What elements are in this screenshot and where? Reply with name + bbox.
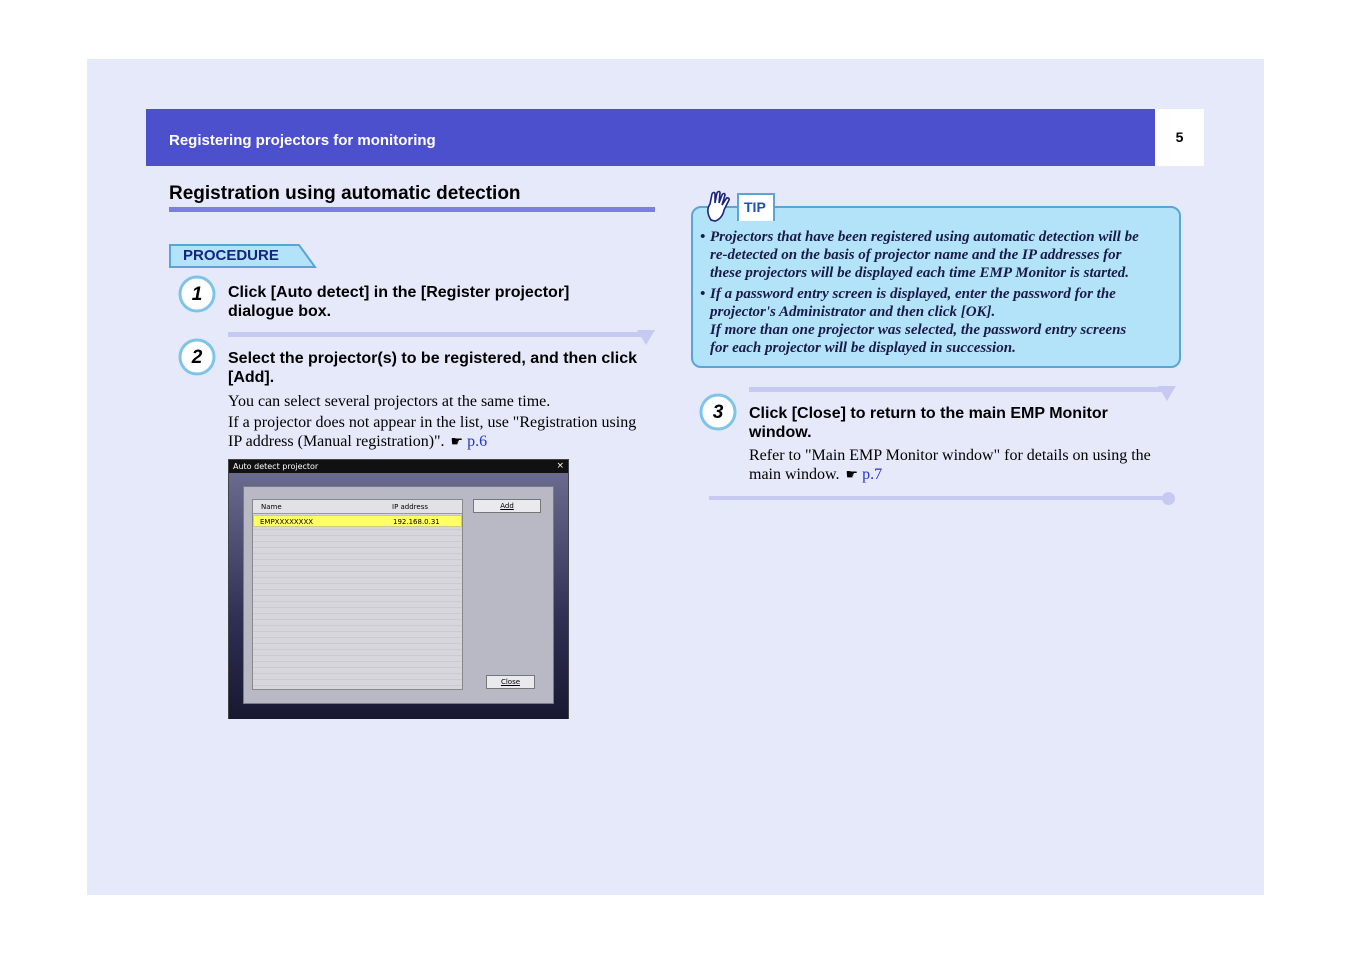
step-1-title-line2: dialogue box. <box>228 303 332 320</box>
row-name: EMPXXXXXXXX <box>260 518 314 526</box>
step-1-circle <box>178 275 216 313</box>
tip-hand-icon <box>703 190 735 224</box>
tip-item-1-line3: these projectors will be displayed each time EMP Monitor is started. <box>710 265 1130 281</box>
step-3-circle <box>699 393 737 431</box>
tip-item-2-line4: for each projector will be displayed in succession. <box>710 340 1016 356</box>
tip-item-2-line3: If more than one projector was selected, the password entry screens <box>710 322 1127 338</box>
close-button[interactable]: Close <box>486 675 535 689</box>
column-name[interactable]: Name <box>261 503 282 511</box>
section-title: Registration using automatic detection <box>169 183 521 204</box>
step-3-page-link[interactable]: p.7 <box>862 466 883 483</box>
list-header <box>253 500 462 514</box>
tip-item-1 <box>700 228 1139 282</box>
header-title: Registering projectors for monitoring <box>169 132 436 149</box>
end-divider <box>709 496 1169 500</box>
end-divider-dot <box>1161 491 1176 506</box>
list-row[interactable] <box>253 515 462 527</box>
tip-bullet-2: • <box>700 286 706 302</box>
tip-item-1-line2: re-detected on the basis of projector name and the IP addresses for <box>710 247 1122 263</box>
step-3-body <box>749 446 1151 485</box>
step-2-body-line3: IP address (Manual registration)". <box>228 433 445 450</box>
step-1-number: 1 <box>191 284 203 305</box>
tip-item-2 <box>700 285 1127 357</box>
projector-list[interactable] <box>252 499 463 690</box>
step-2-body-line2: If a projector does not appear in the list, use "Registration using <box>228 414 637 431</box>
tip-bullet-1: • <box>700 229 706 245</box>
step-2-body-line1: You can select several projectors at the same time. <box>228 393 551 410</box>
step-3-body-line2: main window. <box>749 466 840 483</box>
hand-pointer-icon: ☛ <box>845 467 859 483</box>
page-number: 5 <box>1155 109 1204 166</box>
tip-label: TIP <box>744 199 766 215</box>
dialog-panel <box>243 486 554 704</box>
divider-arrow-3 <box>1158 386 1176 402</box>
procedure-label: PROCEDURE <box>183 247 279 264</box>
step-divider-1 <box>228 332 648 337</box>
divider-arrow-1 <box>637 330 655 346</box>
column-ip-address[interactable]: IP address <box>392 503 429 511</box>
add-button[interactable]: Add <box>473 499 541 513</box>
step-divider-3 <box>749 387 1167 392</box>
dialog-title: Auto detect projector <box>233 462 319 471</box>
row-ip: 192.168.0.31 <box>393 518 440 526</box>
step-2-circle <box>178 338 216 376</box>
step-2-page-link[interactable]: p.6 <box>467 433 488 450</box>
tip-item-1-line1: Projectors that have been registered using automatic detection will be <box>710 229 1139 245</box>
hand-pointer-icon: ☛ <box>450 434 464 450</box>
step-3-title <box>749 404 1108 442</box>
section-rule <box>169 207 655 212</box>
close-icon[interactable]: × <box>556 461 564 471</box>
step-2-title-line1: Select the projector(s) to be registered, and then click <box>228 350 637 367</box>
step-1-title <box>228 283 569 321</box>
step-2-title <box>228 349 637 387</box>
header-bar <box>146 109 1155 166</box>
step-1-title-line1: Click [Auto detect] in the [Register projector] <box>228 284 570 301</box>
step-3-title-line1: Click [Close] to return to the main EMP Monitor <box>749 405 1108 422</box>
tip-item-2-line2: projector's Administrator and then click [OK]. <box>710 304 996 320</box>
step-2-title-line2: [Add]. <box>228 369 275 386</box>
dialog-titlebar <box>229 460 568 473</box>
step-2-body <box>228 392 636 452</box>
auto-detect-dialog <box>228 459 569 719</box>
step-3-title-line2: window. <box>749 424 812 441</box>
step-3-number: 3 <box>712 402 724 423</box>
step-3-body-line1: Refer to "Main EMP Monitor window" for details on using the <box>749 447 1151 464</box>
step-2-number: 2 <box>191 347 203 368</box>
tip-item-2-line1: If a password entry screen is displayed, enter the password for the <box>710 286 1116 302</box>
